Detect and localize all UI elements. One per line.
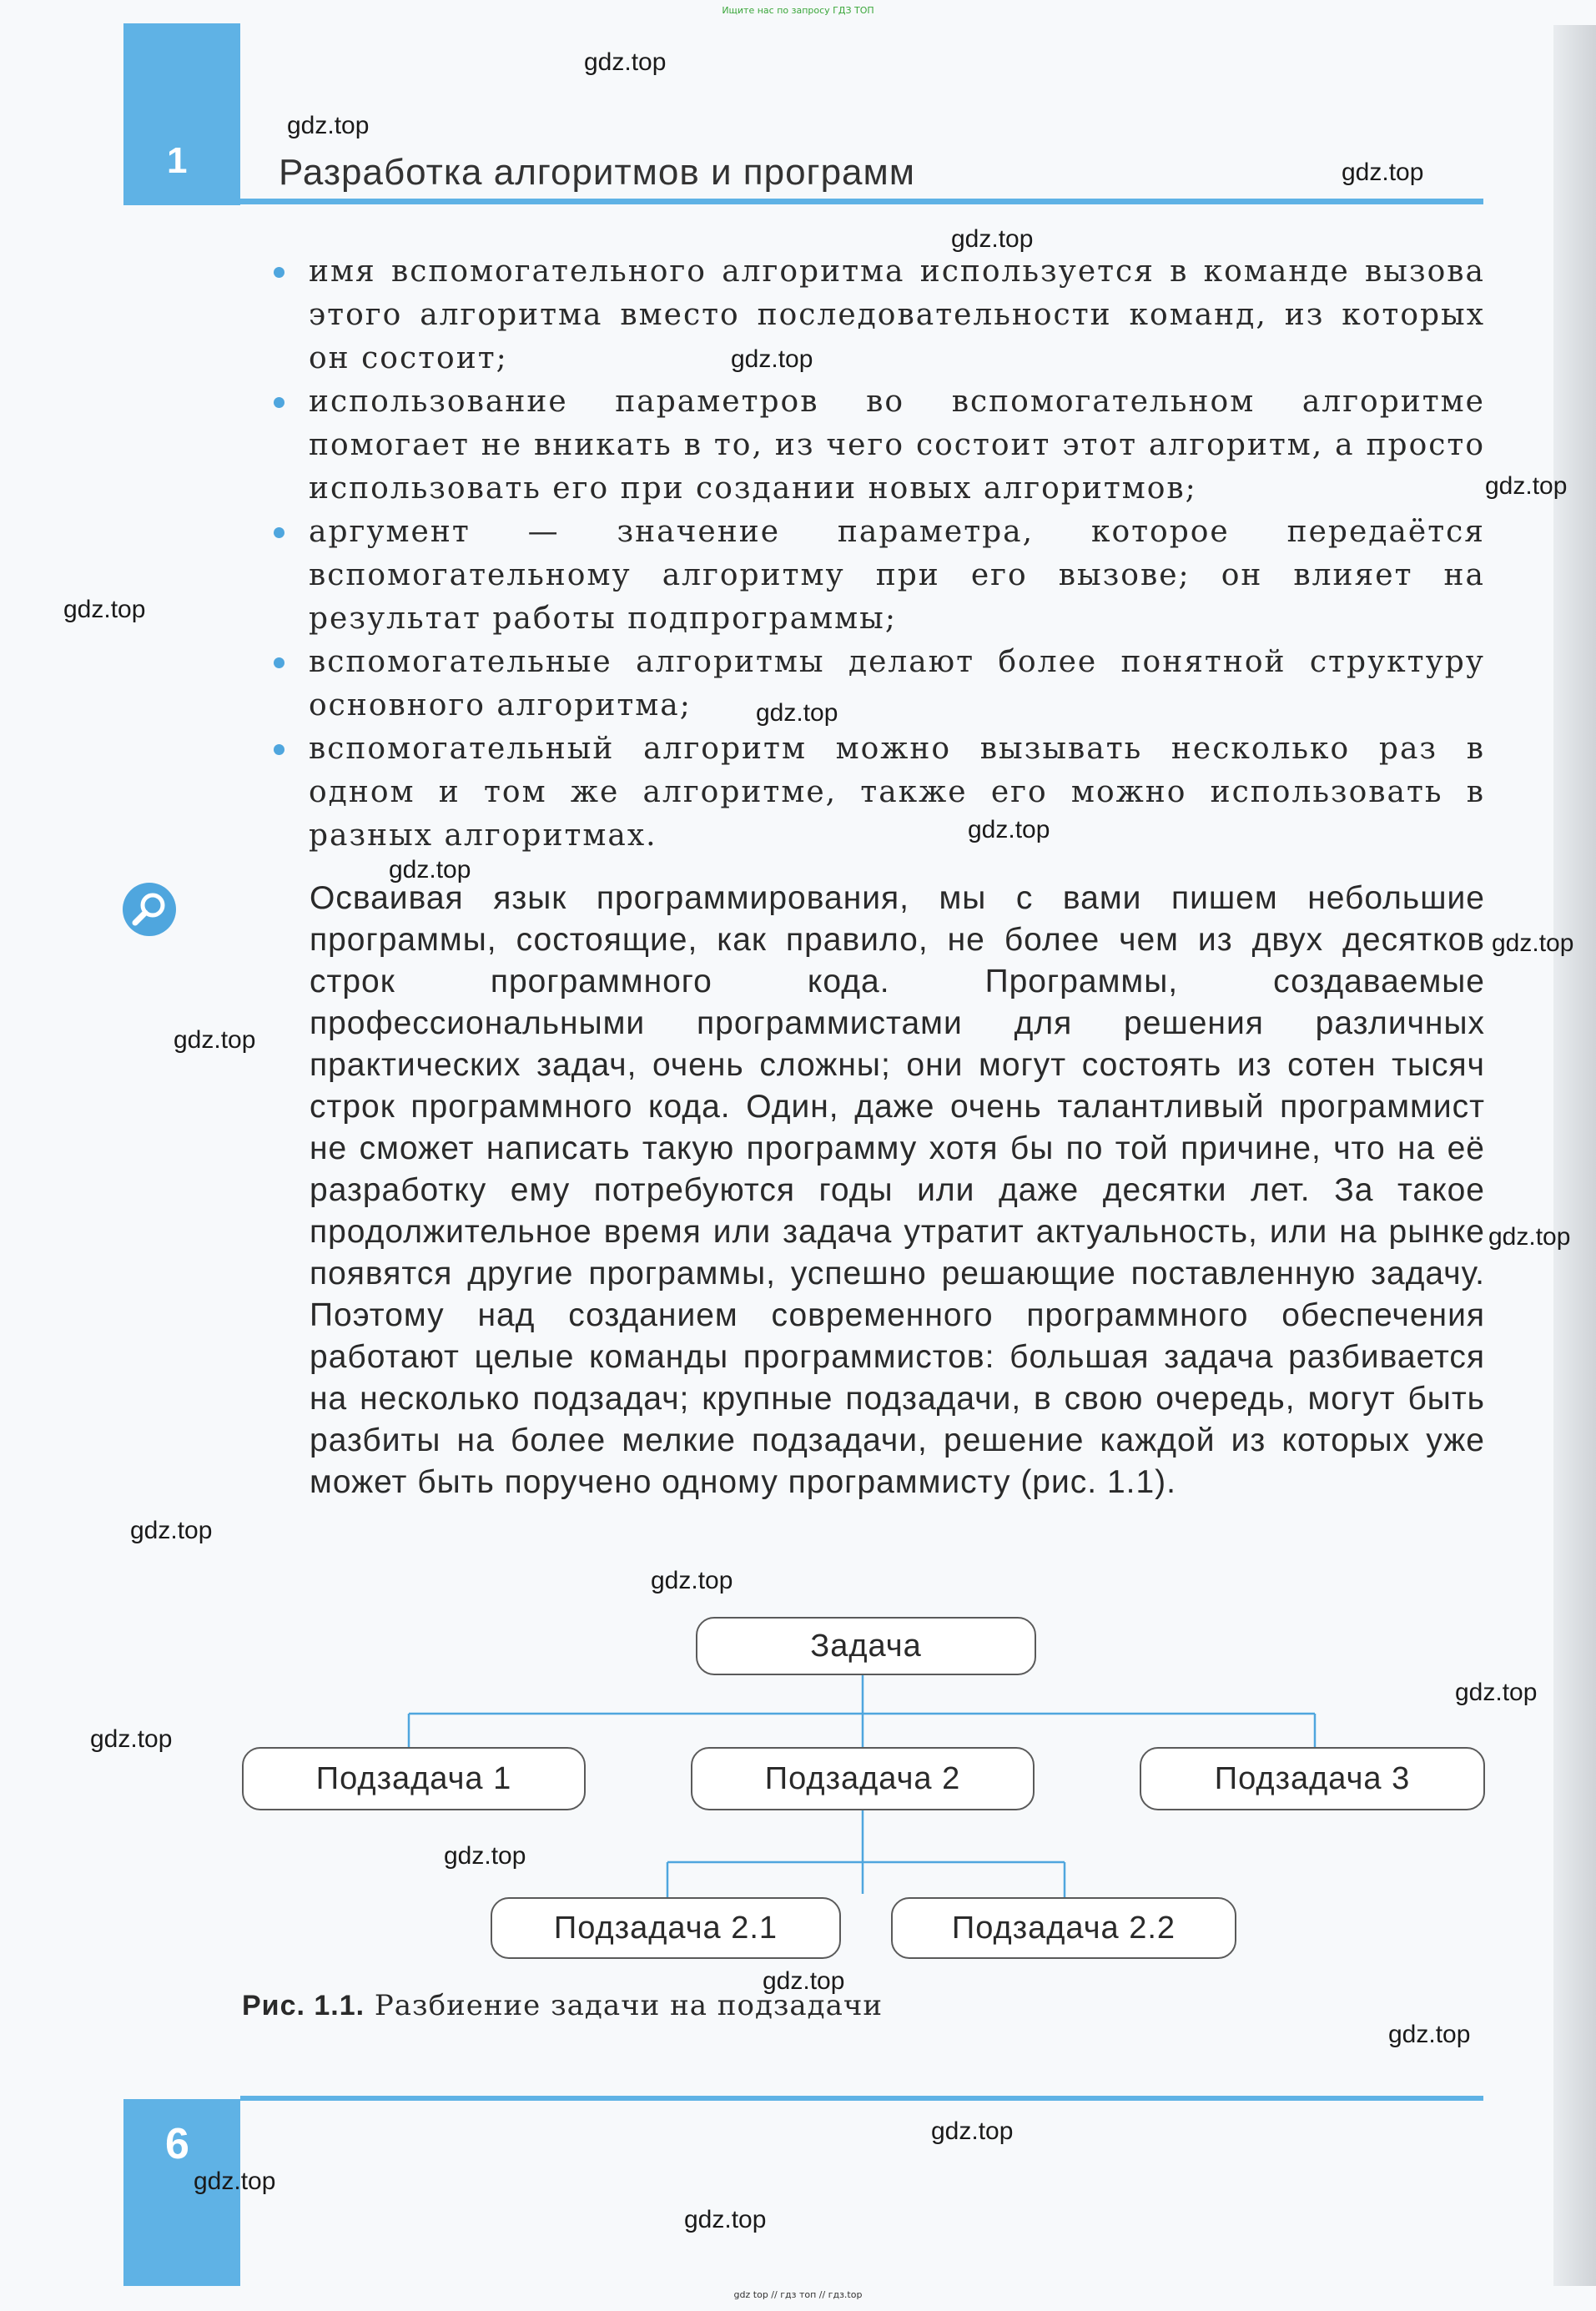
watermark: gdz.top xyxy=(931,2117,1014,2145)
watermark: gdz.top xyxy=(1492,929,1574,957)
list-item-text: вспомогательные алгоритмы делают более понятной структуру основного алгоритма; xyxy=(309,645,1485,723)
summary-list xyxy=(274,250,1485,858)
watermark: gdz.top xyxy=(763,1967,845,1995)
magnifier-icon xyxy=(122,882,177,937)
chapter-title: Разработка алгоритмов и программ xyxy=(279,152,916,193)
diagram-subtask-2-2: Подзадача 2.2 xyxy=(891,1897,1236,1959)
page-edge-shadow xyxy=(1553,25,1596,2286)
list-item-text: использование параметров во вспомогательном алгоритме помогает не вникать в то, из чего состоит этот алгоритм, а просто использовать его при создании новых алгоритмов; xyxy=(309,385,1485,506)
header-rule xyxy=(240,199,1483,204)
bullet-dot-icon xyxy=(274,744,284,755)
watermark: gdz.top xyxy=(389,856,471,884)
list-item xyxy=(274,511,1485,641)
list-item xyxy=(274,250,1485,380)
page-number: 6 xyxy=(165,2120,189,2168)
diagram-subtask-1: Подзадача 1 xyxy=(242,1747,586,1810)
list-item-text: аргумент — значение параметра, которое передаётся вспомогательному алгоритму при его вызове; он влияет на результат работы подпрограммы; xyxy=(309,515,1485,636)
watermark: gdz.top xyxy=(1388,2021,1471,2048)
list-item xyxy=(274,728,1485,858)
watermark: gdz.top xyxy=(444,1842,526,1870)
chapter-number: 1 xyxy=(167,140,188,181)
bullet-dot-icon xyxy=(274,527,284,538)
bullet-dot-icon xyxy=(274,657,284,668)
watermark: gdz.top xyxy=(1455,1679,1538,1706)
watermark: gdz.top xyxy=(287,112,370,139)
bullet-dot-icon xyxy=(274,267,284,278)
diagram-subtask-3: Подзадача 3 xyxy=(1140,1747,1485,1810)
diagram-subtask-2: Подзадача 2 xyxy=(691,1747,1035,1810)
watermark: gdz.top xyxy=(1488,1223,1571,1251)
watermark: gdz.top xyxy=(174,1026,256,1054)
watermark: gdz.top xyxy=(63,596,146,623)
watermark: gdz.top xyxy=(951,225,1034,253)
watermark: gdz.top xyxy=(651,1567,733,1594)
watermark: gdz.top xyxy=(968,816,1050,843)
watermark: gdz.top xyxy=(684,2206,767,2233)
list-item xyxy=(274,641,1485,728)
diagram-subtask-2-1: Подзадача 2.1 xyxy=(491,1897,841,1959)
watermark: gdz.top xyxy=(194,2168,276,2195)
footer-rule xyxy=(240,2096,1483,2101)
watermark: gdz.top xyxy=(584,48,667,76)
bullet-dot-icon xyxy=(274,397,284,408)
main-paragraph: Осваивая язык программирования, мы с вами пишем небольшие программы, состоящие, как правило, не более чем из двух десятков строк программного кода. Программы, создаваемые профессиональными программистами для решения различных практических задач, очень сложны; они могут состоять из сотен тысяч строк программного кода. Один, даже очень талантливый программист не сможет написать такую программу хотя бы по той причине, что на её разработку ему потребуются годы или даже десятки лет. За такое продолжительное время или задача утратит актуальность, или на рынке появятся другие программы, успешно решающие поставленную задачу. Поэтому над созданием современного программного обеспечения работают целые команды программистов: большая задача разбивается на несколько подзадач; крупные подзадачи, в свою очередь, могут быть разбиты на более мелкие подзадачи, решение каждой из которых уже может быть поручено одному программисту (рис. 1.1). xyxy=(310,880,1485,1500)
watermark: gdz.top xyxy=(1342,159,1424,186)
watermark: gdz.top xyxy=(130,1517,213,1544)
diagram-root-task: Задача xyxy=(696,1617,1036,1675)
list-item xyxy=(274,380,1485,511)
top-note: Ищите нас по запросу ГДЗ ТОП xyxy=(722,5,874,16)
watermark: gdz.top xyxy=(90,1725,173,1753)
watermark: gdz.top xyxy=(1485,472,1568,500)
watermark: gdz.top xyxy=(756,699,838,727)
figure-caption-text: Разбиение задачи на подзадачи xyxy=(374,1989,884,2022)
bottom-note: gdz top // гдз топ // гдз.top xyxy=(733,2289,863,2300)
watermark: gdz.top xyxy=(731,345,813,373)
figure-caption-label: Рис. 1.1. xyxy=(242,1990,365,2021)
list-item-text: имя вспомогательного алгоритма используется в команде вызова этого алгоритма вместо последовательности команд, из которых он состоит; xyxy=(309,254,1485,375)
list-item-text: вспомогательный алгоритм можно вызывать несколько раз в одном и том же алгоритме, также его можно использовать в разных алгоритмах. xyxy=(309,732,1485,853)
